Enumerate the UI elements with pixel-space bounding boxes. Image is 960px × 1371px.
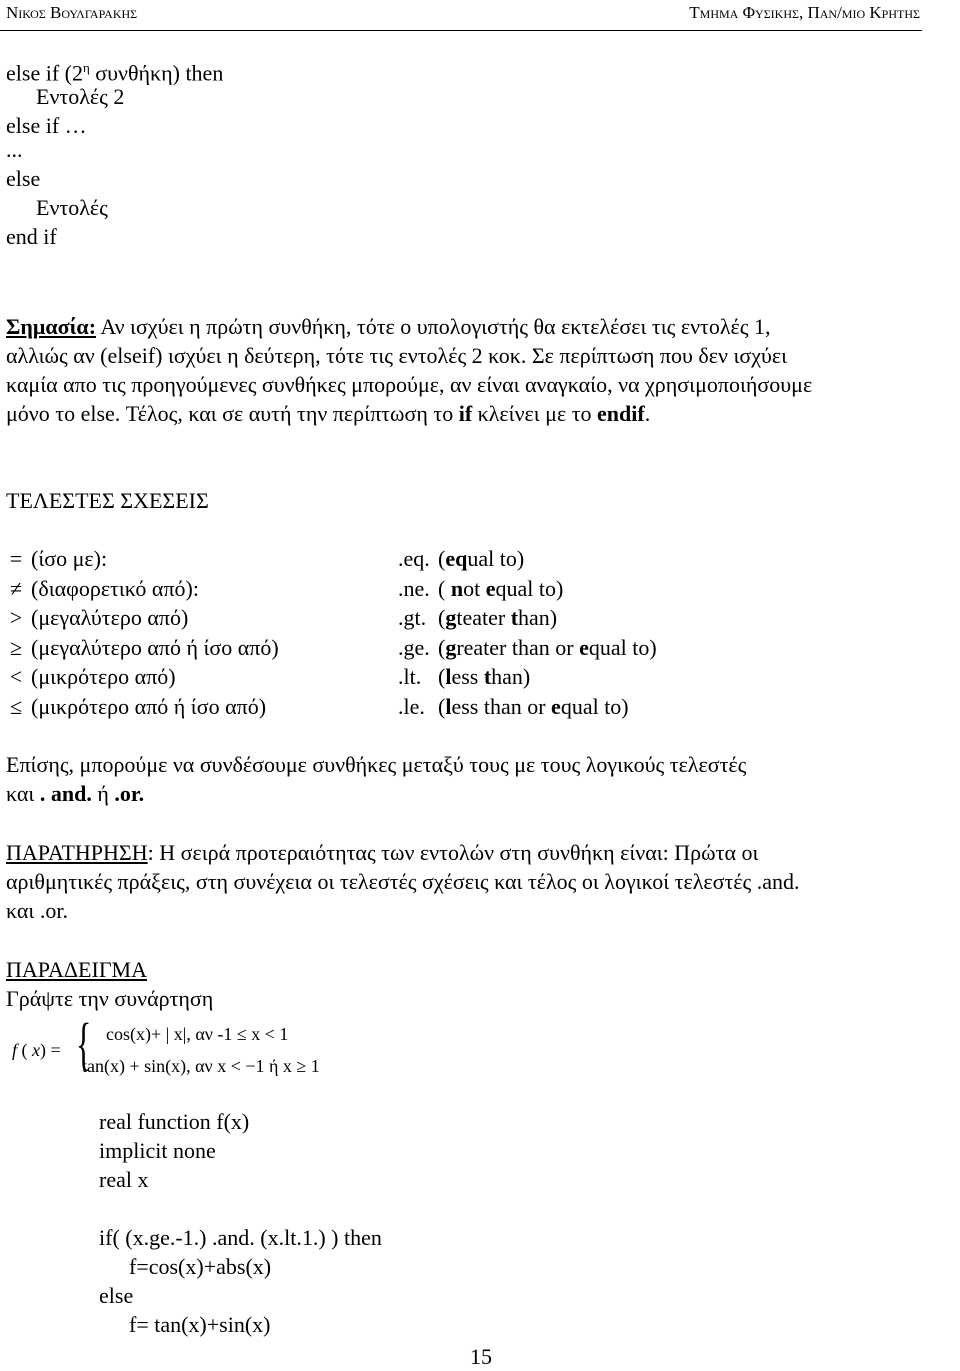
remark-paragraph: ΠΑΡΑΤΗΡΗΣΗ: Η σειρά προτεραιότητας των εντολών στη συνθήκη είναι: Πρώτα οι αριθμητικές πράξεις, στη συνέχεια οι τελεστές σχέσεις και τέλος οι λογικοί τελεστές .and. και .or. [6, 840, 800, 923]
relation-description: (ίσο με): [31, 546, 108, 571]
relation-operator: .le. [398, 693, 425, 719]
relation-description: (μεγαλύτερο από) [31, 605, 189, 630]
code-line: f=cos(x)+abs(x) [129, 1254, 272, 1279]
relation-operator: .lt. [398, 664, 422, 689]
relation-symbol: ≠ [9, 575, 23, 601]
relation-operator: .ne. [398, 575, 430, 601]
example-instruction: Γράψτε την συνάρτηση [6, 986, 214, 1011]
example-label: ΠΑΡΑΔΕΙΓΜΑ [6, 957, 147, 982]
code-line: f= tan(x)+sin(x) [129, 1312, 271, 1337]
code-line: real function f(x) [99, 1109, 250, 1134]
code-line: else if … [6, 113, 87, 138]
left-brace: { [76, 1011, 92, 1076]
code-line: real x [99, 1167, 149, 1192]
relation-description: (διαφορετικό από): [31, 575, 199, 601]
relation-english: (gteater than) [438, 605, 558, 630]
relation-description: (μεγαλύτερο από ή ίσο από) [31, 634, 279, 660]
code-line: else [6, 166, 41, 191]
relation-symbol: < [9, 664, 23, 689]
relation-english: (equal to) [438, 546, 525, 571]
relation-english: (greater than or equal to) [438, 634, 657, 660]
code-line: if( (x.ge.-1.) .and. (x.lt.1.) ) then [99, 1225, 382, 1250]
remark-label: ΠΑΡΑΤΗΡΗΣΗ [6, 840, 148, 865]
relation-operator: .eq. [398, 546, 430, 571]
header-department: Τμημα Φυσικης, Παν/μιο Κρητης [689, 3, 920, 22]
code-line: Εντολές [36, 195, 108, 220]
code-line: else if ($2^\eta$ συνθήκη) then [6, 60, 224, 86]
note-paragraph: Σημασία: Αν ισχύει η πρώτη συνθήκη, τότε ο υπολογιστής θα εκτελέσει τις εντολές 1, αλλιώς αν (elseif) ισχύει η δεύτερη, τότε τις εντολές 2 κοκ. Σε περίπτωση που δεν ισχύει καμία απο τις προηγούμενες συνθήκες μπορούμε, αν είναι αναγκαίο, να χρησιμοποιήσουμε μόνο το else. Τέλος, και σε αυτή την περίπτωση το if κλείνει με το endif. [6, 314, 813, 426]
header-rule [0, 30, 922, 31]
code-block-bottom [99, 1107, 382, 1339]
relation-symbol: = [9, 546, 23, 571]
note-label: Σημασία: [6, 314, 97, 339]
relation-operator: .ge. [398, 634, 430, 660]
function-case-1: cos(x)+ | x|, αν -1 ≤ x < 1 [106, 1024, 289, 1044]
code-line: Εντολές 2 [36, 84, 125, 109]
relation-symbol: > [9, 605, 23, 630]
code-line: ... [6, 137, 23, 162]
relation-english: (less than or equal to) [438, 693, 629, 719]
code-line: implicit none [99, 1138, 216, 1163]
relation-symbol: ≥ [9, 634, 23, 660]
relation-english: ( not equal to) [438, 575, 564, 601]
code-block-top [6, 53, 223, 251]
code-line: else [99, 1283, 134, 1308]
function-case-2: tan(x) + sin(x), αν x < −1 ή x ≥ 1 [82, 1056, 320, 1076]
header-author: Νικος Βουλγαρακης [6, 3, 138, 22]
relation-symbol: ≤ [9, 693, 23, 719]
relation-operator: .gt. [398, 605, 427, 630]
relation-english: (less than) [438, 664, 531, 689]
relation-description: (μικρότερο από ή ίσο από) [31, 693, 267, 719]
page-number: 15 [470, 1344, 492, 1369]
relation-description: (μικρότερο από) [31, 664, 176, 689]
logic-paragraph: Επίσης, μπορούμε να συνδέσουμε συνθήκες μεταξύ τους με τους λογικούς τελεστές και . and. ή .or. [6, 752, 747, 806]
relations-title: ΤΕΛΕΣΤΕΣ ΣΧΕΣΕΙΣ [6, 488, 209, 513]
function-lhs: f ( x) = [12, 1040, 61, 1060]
code-line: end if [6, 224, 57, 249]
